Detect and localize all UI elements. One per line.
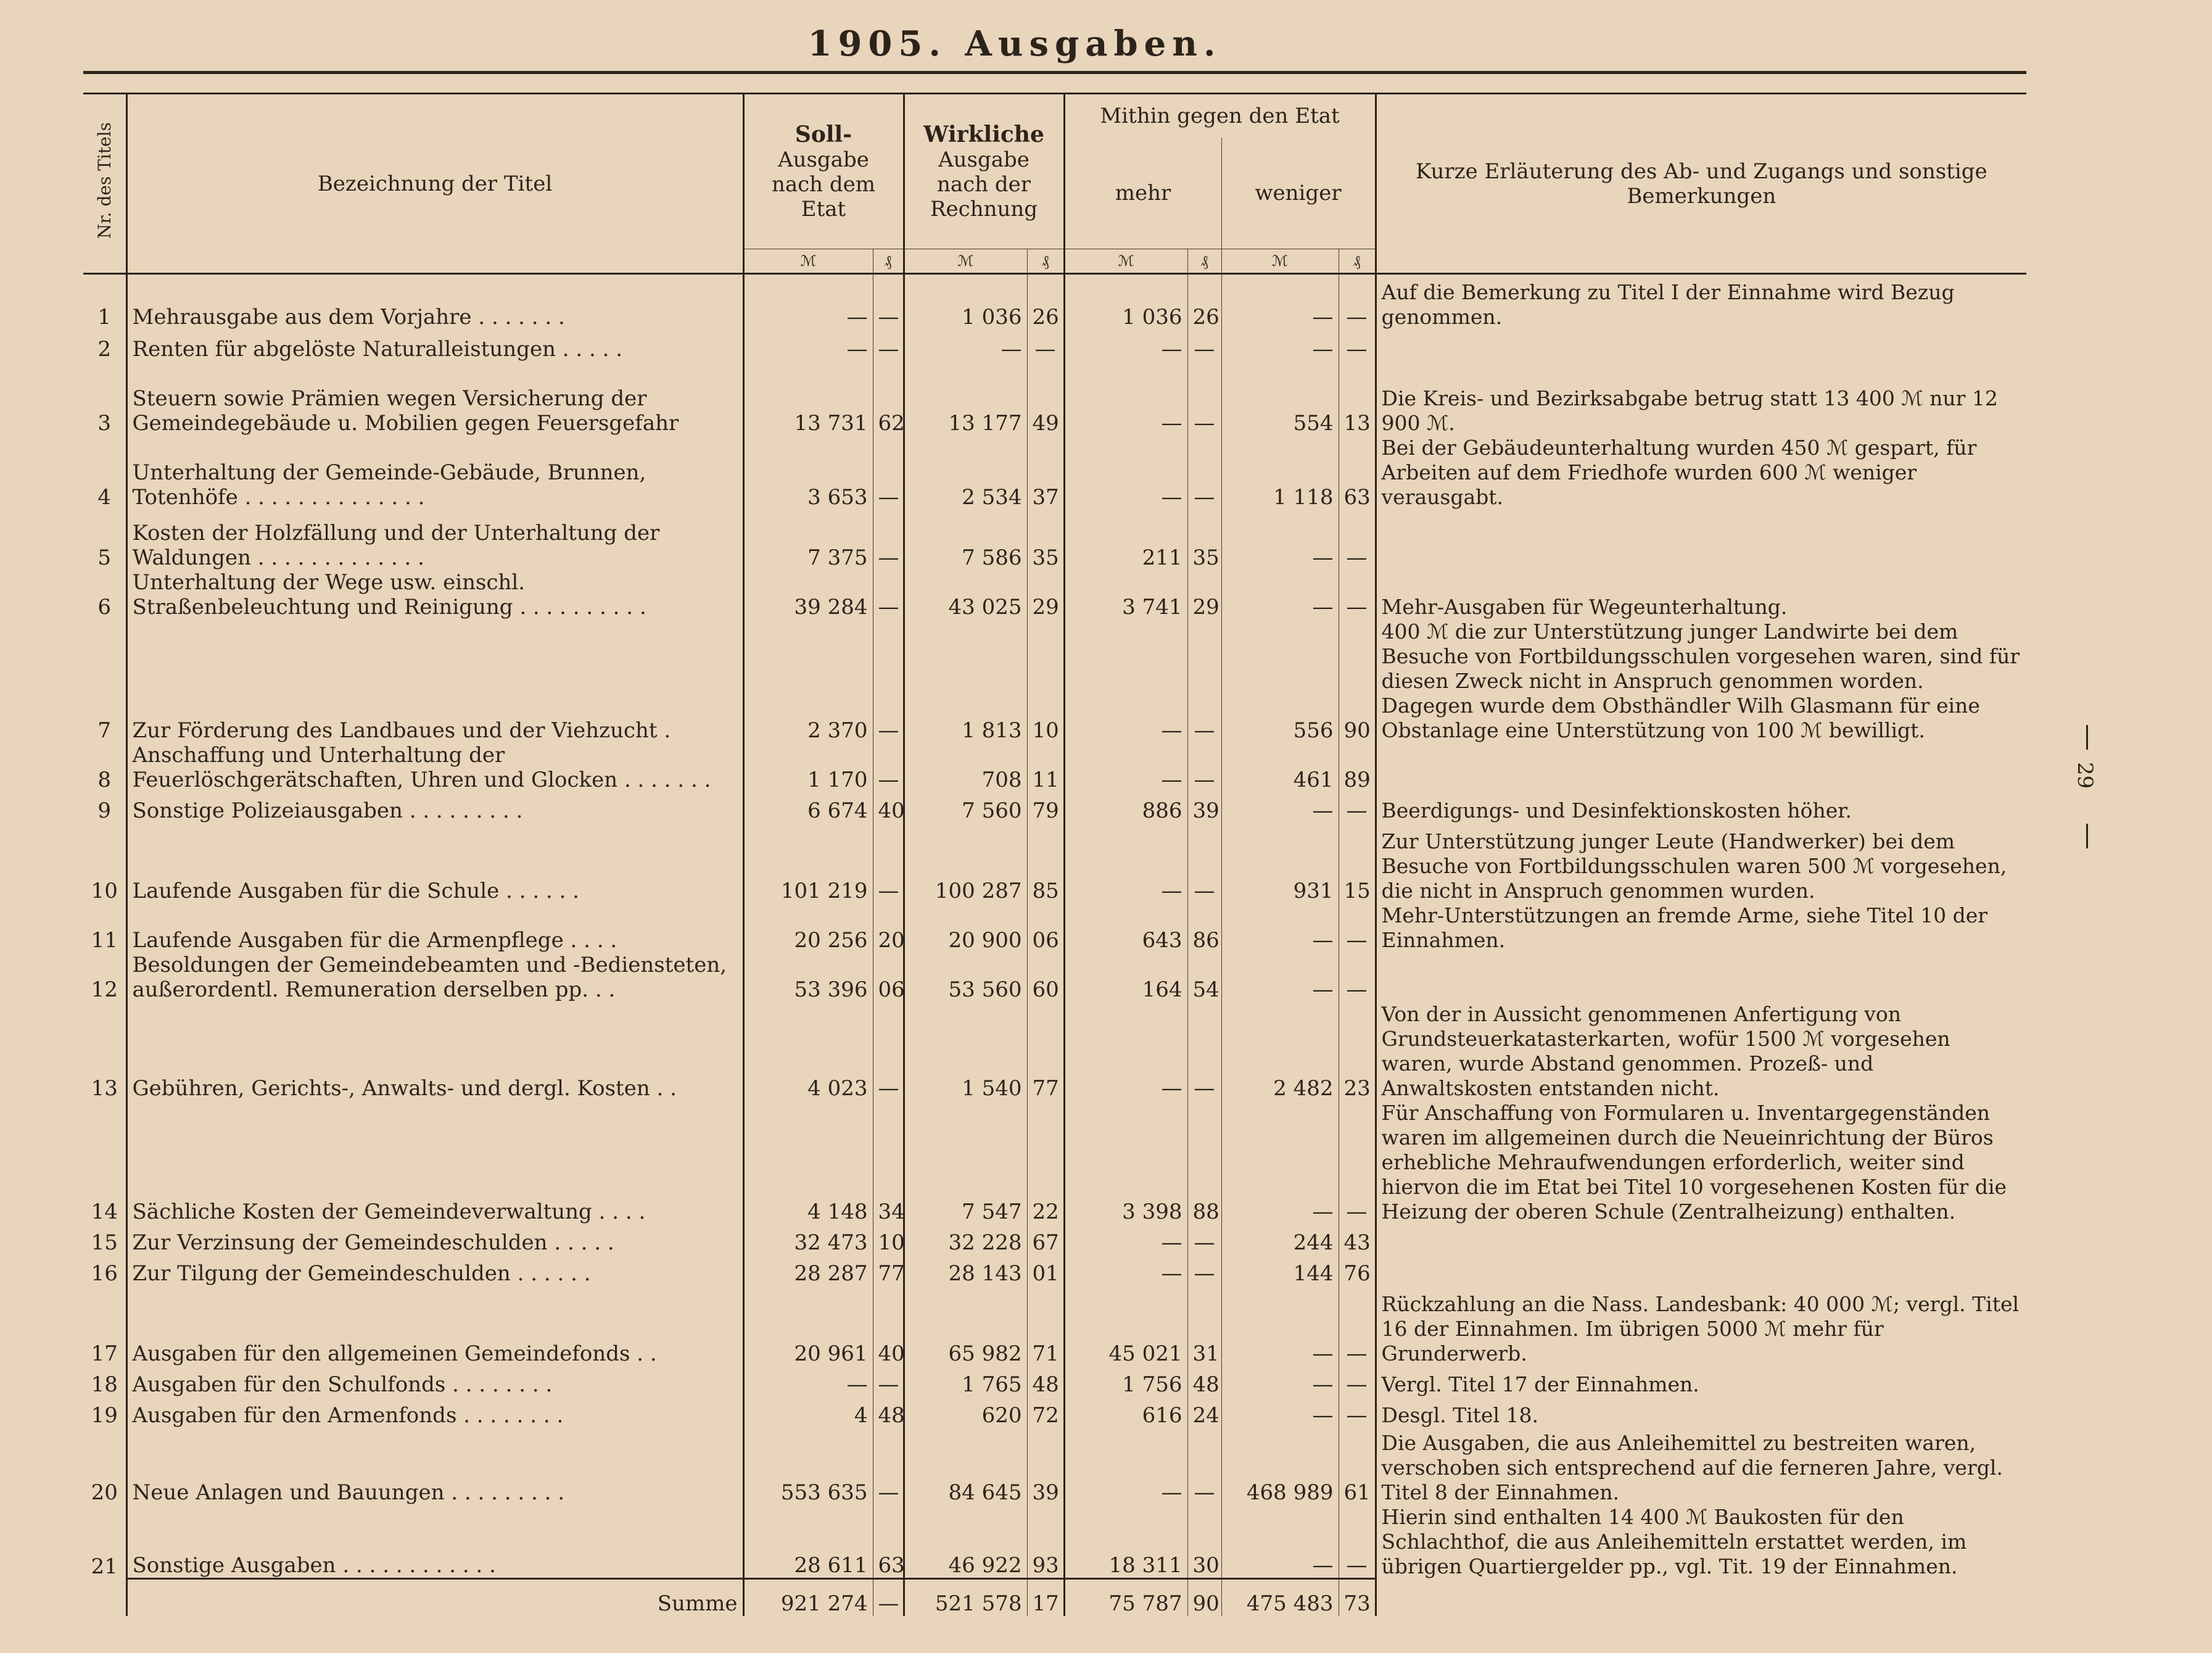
soll-mark: 20 256: [743, 903, 873, 953]
mehr-pf: 29: [1187, 570, 1221, 619]
wirk-mark: 1 813: [904, 619, 1027, 743]
row-title: Neue Anlagen und Bauungen . . . . . . . . .: [126, 1428, 743, 1505]
weniger-pf: 63: [1339, 436, 1376, 510]
wirk-mark: —: [904, 329, 1027, 362]
wirk-pf: 49: [1027, 362, 1064, 436]
row-title: Zur Verzinsung der Gemeindeschulden . . . . .: [126, 1224, 743, 1255]
table-row: [83, 1002, 2026, 1101]
wirk-mark: 100 287: [904, 823, 1027, 903]
soll-mark: 6 674: [743, 792, 873, 823]
table-row: [83, 619, 2026, 743]
mehr-mark: —: [1064, 1428, 1187, 1505]
weniger-mark: 2 482: [1221, 1002, 1339, 1101]
mehr-pf: 54: [1187, 953, 1221, 1002]
title-nr: 11: [91, 927, 118, 953]
weniger-mark: —: [1221, 953, 1339, 1002]
row-title: Anschaffung und Unterhaltung der Feuerlöschgerätschaften, Uhren und Glocken . . . . . . .: [126, 743, 743, 792]
soll-pf: 77: [873, 1255, 904, 1286]
table-row: [83, 436, 2026, 510]
wirk-pf: 22: [1027, 1101, 1064, 1224]
weniger-pf: —: [1339, 953, 1376, 1002]
mehr-pf: 35: [1187, 510, 1221, 570]
row-note: Mehr-Ausgaben für Wegeunterhaltung.: [1376, 570, 2026, 619]
row-title: Steuern sowie Prämien wegen Versicherung der Gemeindegebäude u. Mobilien gegen Feuersgefahr: [126, 362, 743, 436]
weniger-mark: 931: [1221, 823, 1339, 903]
wirk-mark: 43 025: [904, 570, 1027, 619]
mehr-mark: —: [1064, 823, 1187, 903]
title-nr: 6: [97, 594, 112, 619]
soll-pf: 63: [873, 1505, 904, 1579]
margin-tick: [2086, 824, 2088, 848]
weniger-pf: 76: [1339, 1255, 1376, 1286]
mehr-mark: 18 311: [1064, 1505, 1187, 1579]
wirk-pf: 11: [1027, 743, 1064, 792]
row-title: Unterhaltung der Wege usw. einschl. Straßenbeleuchtung und Reinigung . . . . . . . . . .: [126, 570, 743, 619]
weniger-pf: —: [1339, 1397, 1376, 1428]
weniger-mark: —: [1221, 1397, 1339, 1428]
row-note: Beerdigungs- und Desinfektionskosten höher.: [1376, 792, 2026, 823]
row-title: Ausgaben für den Armenfonds . . . . . . . .: [126, 1397, 743, 1428]
mehr-pf: —: [1187, 619, 1221, 743]
weniger-pf: —: [1339, 329, 1376, 362]
weniger-mark: 468 989: [1221, 1428, 1339, 1505]
row-title: Kosten der Holzfällung und der Unterhaltung der Waldungen . . . . . . . . . . . . .: [126, 510, 743, 570]
unit-pf: ₰: [873, 249, 904, 274]
soll-pf: —: [873, 510, 904, 570]
title-nr: 14: [91, 1199, 118, 1224]
wirk-mark: 620: [904, 1397, 1027, 1428]
weniger-mark: —: [1221, 510, 1339, 570]
wirk-pf: 60: [1027, 953, 1064, 1002]
table-row: [83, 1224, 2026, 1255]
weniger-mark: —: [1221, 903, 1339, 953]
mehr-mark: 616: [1064, 1397, 1187, 1428]
soll-pf: —: [873, 619, 904, 743]
row-note: 400 ℳ die zur Unterstützung junger Landwirte bei dem Besuche von Fortbildungsschulen vorgesehen waren, sind für diesen Zweck nicht in Anspruch genommen worden. Dagegen wurde dem Obsthändler Wilh Glasmann für eine Obstanlage eine Unterstützung von 100 ℳ bewilligt.: [1376, 619, 2026, 743]
soll-pf: 40: [873, 1286, 904, 1366]
wirk-pf: 77: [1027, 1002, 1064, 1101]
row-note: [1376, 743, 2026, 792]
table-row: [83, 1255, 2026, 1286]
wirk-pf: —: [1027, 329, 1064, 362]
mehr-pf: 30: [1187, 1505, 1221, 1579]
title-nr: 4: [97, 484, 112, 510]
soll-mark: 28 611: [743, 1505, 873, 1579]
header-wirkliche: Wirkliche Ausgabe nach der Rechnung: [904, 94, 1064, 249]
wirk-pf: 35: [1027, 510, 1064, 570]
wirk-mark: 20 900: [904, 903, 1027, 953]
soll-mark: 3 653: [743, 436, 873, 510]
row-note: [1376, 1224, 2026, 1255]
wirk-mark: 84 645: [904, 1428, 1027, 1505]
row-title: Unterhaltung der Gemeinde-Gebäude, Brunnen, Totenhöfe . . . . . . . . . . . . . .: [126, 436, 743, 510]
row-note: [1376, 1255, 2026, 1286]
weniger-pf: 13: [1339, 362, 1376, 436]
soll-pf: —: [873, 743, 904, 792]
weniger-pf: —: [1339, 903, 1376, 953]
soll-mark: 4 023: [743, 1002, 873, 1101]
weniger-mark: 556: [1221, 619, 1339, 743]
row-note: Zur Unterstützung junger Leute (Handwerker) bei dem Besuche von Fortbildungsschulen waren 500 ℳ vorgesehen, die nicht in Anspruch genommen wurden.: [1376, 823, 2026, 903]
wirk-mark: 53 560: [904, 953, 1027, 1002]
header-mithin: Mithin gegen den Etat: [1064, 94, 1376, 138]
weniger-mark: —: [1221, 274, 1339, 329]
table-row: [83, 570, 2026, 619]
weniger-pf: —: [1339, 1286, 1376, 1366]
mehr-mark: 886: [1064, 792, 1187, 823]
table-row: [83, 743, 2026, 792]
table-row: [83, 1505, 2026, 1579]
wirk-pf: 37: [1027, 436, 1064, 510]
weniger-mark: —: [1221, 792, 1339, 823]
header-erlaeuterung: Kurze Erläuterung des Ab- und Zugangs und sonstige Bemerkungen: [1376, 94, 2026, 274]
mehr-mark: —: [1064, 436, 1187, 510]
sum-note-spacer: [1376, 1579, 2026, 1616]
title-nr: 12: [91, 977, 118, 1002]
mehr-mark: 1 036: [1064, 274, 1187, 329]
weniger-pf: —: [1339, 1505, 1376, 1579]
mehr-pf: —: [1187, 1002, 1221, 1101]
soll-mark: 4 148: [743, 1101, 873, 1224]
title-nr: 15: [91, 1230, 118, 1255]
weniger-mark: —: [1221, 1505, 1339, 1579]
mehr-pf: —: [1187, 436, 1221, 510]
sum-soll-pf: —: [873, 1579, 904, 1616]
weniger-mark: 554: [1221, 362, 1339, 436]
weniger-mark: —: [1221, 1286, 1339, 1366]
row-title: Laufende Ausgaben für die Armenpflege . . . .: [126, 903, 743, 953]
mehr-mark: 211: [1064, 510, 1187, 570]
sum-wirk-mark: 521 578: [904, 1579, 1027, 1616]
wirk-mark: 28 143: [904, 1255, 1027, 1286]
title-nr: 5: [97, 545, 112, 570]
row-title: Sonstige Ausgaben . . . . . . . . . . . .: [126, 1505, 743, 1579]
soll-pf: —: [873, 329, 904, 362]
unit-pf: ₰: [1187, 249, 1221, 274]
sum-row: [83, 1579, 2026, 1616]
sum-weniger-pf: 73: [1339, 1579, 1376, 1616]
soll-mark: —: [743, 274, 873, 329]
mehr-pf: 24: [1187, 1397, 1221, 1428]
wirk-mark: 32 228: [904, 1224, 1027, 1255]
row-note: [1376, 510, 2026, 570]
unit-mark: ℳ: [1064, 249, 1187, 274]
weniger-mark: 244: [1221, 1224, 1339, 1255]
title-nr: 1: [97, 304, 112, 329]
wirk-mark: 65 982: [904, 1286, 1027, 1366]
mehr-mark: —: [1064, 1255, 1187, 1286]
row-note: Rückzahlung an die Nass. Landesbank: 40 000 ℳ; vergl. Titel 16 der Einnahmen. Im übrigen 5000 ℳ mehr für Grunderwerb.: [1376, 1286, 2026, 1366]
soll-pf: 48: [873, 1397, 904, 1428]
weniger-pf: 43: [1339, 1224, 1376, 1255]
row-title: Laufende Ausgaben für die Schule . . . . . .: [126, 823, 743, 903]
weniger-pf: —: [1339, 510, 1376, 570]
table-row: [83, 362, 2026, 436]
mehr-mark: 164: [1064, 953, 1187, 1002]
table-body: [83, 274, 2026, 1616]
wirk-mark: 7 547: [904, 1101, 1027, 1224]
weniger-pf: 23: [1339, 1002, 1376, 1101]
weniger-mark: —: [1221, 570, 1339, 619]
row-title: Gebühren, Gerichts-, Anwalts- und dergl. Kosten . .: [126, 1002, 743, 1101]
title-nr: 3: [97, 410, 112, 436]
wirk-mark: 7 586: [904, 510, 1027, 570]
soll-mark: —: [743, 1366, 873, 1397]
weniger-mark: 1 118: [1221, 436, 1339, 510]
soll-pf: —: [873, 436, 904, 510]
wirk-mark: 13 177: [904, 362, 1027, 436]
wirk-pf: 10: [1027, 619, 1064, 743]
mehr-pf: —: [1187, 1428, 1221, 1505]
mehr-mark: —: [1064, 1002, 1187, 1101]
soll-pf: —: [873, 1366, 904, 1397]
soll-mark: 28 287: [743, 1255, 873, 1286]
wirk-pf: 06: [1027, 903, 1064, 953]
wirk-mark: 1 540: [904, 1002, 1027, 1101]
weniger-pf: 15: [1339, 823, 1376, 903]
title-nr: 19: [91, 1402, 118, 1428]
soll-mark: 553 635: [743, 1428, 873, 1505]
row-note: Vergl. Titel 17 der Einnahmen.: [1376, 1366, 2026, 1397]
page-number: 29: [2073, 762, 2097, 789]
mehr-mark: 643: [1064, 903, 1187, 953]
mehr-mark: —: [1064, 329, 1187, 362]
title-nr: 18: [91, 1372, 118, 1397]
weniger-mark: —: [1221, 329, 1339, 362]
mehr-mark: 3 398: [1064, 1101, 1187, 1224]
soll-pf: 40: [873, 792, 904, 823]
row-title: Mehrausgabe aus dem Vorjahre . . . . . . .: [126, 274, 743, 329]
header-weniger: weniger: [1221, 138, 1376, 249]
wirk-mark: 1 765: [904, 1366, 1027, 1397]
row-note: [1376, 953, 2026, 1002]
sum-label: Summe: [126, 1579, 743, 1616]
weniger-pf: 89: [1339, 743, 1376, 792]
row-title: Sächliche Kosten der Gemeindeverwaltung . . . .: [126, 1101, 743, 1224]
mehr-pf: 48: [1187, 1366, 1221, 1397]
weniger-pf: —: [1339, 1101, 1376, 1224]
mehr-mark: —: [1064, 1224, 1187, 1255]
table-row: [83, 903, 2026, 953]
title-nr: 7: [97, 718, 112, 743]
mehr-pf: —: [1187, 743, 1221, 792]
table-row: [83, 823, 2026, 903]
soll-mark: 4: [743, 1397, 873, 1428]
sum-soll-mark: 921 274: [743, 1579, 873, 1616]
soll-mark: 20 961: [743, 1286, 873, 1366]
soll-pf: —: [873, 823, 904, 903]
wirk-pf: 26: [1027, 274, 1064, 329]
mehr-mark: 1 756: [1064, 1366, 1187, 1397]
soll-mark: 39 284: [743, 570, 873, 619]
weniger-pf: 61: [1339, 1428, 1376, 1505]
soll-mark: 2 370: [743, 619, 873, 743]
mehr-mark: —: [1064, 743, 1187, 792]
wirk-pf: 79: [1027, 792, 1064, 823]
sum-wirk-pf: 17: [1027, 1579, 1064, 1616]
table-row: [83, 1428, 2026, 1505]
weniger-pf: —: [1339, 1366, 1376, 1397]
wirk-pf: 93: [1027, 1505, 1064, 1579]
soll-pf: 06: [873, 953, 904, 1002]
wirk-pf: 85: [1027, 823, 1064, 903]
title-nr: 16: [91, 1261, 118, 1286]
soll-pf: 10: [873, 1224, 904, 1255]
unit-pf: ₰: [1027, 249, 1064, 274]
table-row: [83, 1101, 2026, 1224]
header-nr: Nr. des Titels: [94, 122, 115, 239]
wirk-pf: 67: [1027, 1224, 1064, 1255]
soll-mark: 7 375: [743, 510, 873, 570]
weniger-mark: 461: [1221, 743, 1339, 792]
weniger-pf: 90: [1339, 619, 1376, 743]
soll-pf: —: [873, 274, 904, 329]
title-nr: 8: [97, 767, 112, 792]
row-note: Die Kreis- und Bezirksabgabe betrug statt 13 400 ℳ nur 12 900 ℳ.: [1376, 362, 2026, 436]
header-soll: Soll- Ausgabe nach dem Etat: [743, 94, 904, 249]
wirk-pf: 72: [1027, 1397, 1064, 1428]
row-title: Zur Förderung des Landbaues und der Viehzucht .: [126, 619, 743, 743]
title-nr: 10: [91, 878, 118, 903]
soll-pf: 62: [873, 362, 904, 436]
soll-mark: 53 396: [743, 953, 873, 1002]
mehr-pf: 86: [1187, 903, 1221, 953]
title-nr: 17: [91, 1341, 118, 1366]
wirk-pf: 71: [1027, 1286, 1064, 1366]
title-nr: 13: [91, 1075, 118, 1101]
soll-pf: 20: [873, 903, 904, 953]
top-rule: [83, 71, 2026, 74]
sum-weniger-mark: 475 483: [1221, 1579, 1339, 1616]
row-note: [1376, 329, 2026, 362]
mehr-pf: —: [1187, 362, 1221, 436]
wirk-pf: 29: [1027, 570, 1064, 619]
wirk-pf: 39: [1027, 1428, 1064, 1505]
weniger-mark: —: [1221, 1366, 1339, 1397]
header-mehr: mehr: [1064, 138, 1221, 249]
sum-mehr-pf: 90: [1187, 1579, 1221, 1616]
table-row: [83, 953, 2026, 1002]
sum-mehr-mark: 75 787: [1064, 1579, 1187, 1616]
header-bezeichnung: Bezeichnung der Titel: [126, 94, 743, 274]
mehr-pf: 39: [1187, 792, 1221, 823]
mehr-pf: 88: [1187, 1101, 1221, 1224]
table-row: [83, 792, 2026, 823]
row-note: Bei der Gebäudeunterhaltung wurden 450 ℳ gespart, für Arbeiten auf dem Friedhofe wurden 600 ℳ weniger verausgabt.: [1376, 436, 2026, 510]
table-row: [83, 1286, 2026, 1366]
soll-pf: —: [873, 570, 904, 619]
mehr-pf: —: [1187, 823, 1221, 903]
mehr-pf: 31: [1187, 1286, 1221, 1366]
wirk-mark: 1 036: [904, 274, 1027, 329]
row-title: Ausgaben für den Schulfonds . . . . . . . .: [126, 1366, 743, 1397]
wirk-mark: 7 560: [904, 792, 1027, 823]
weniger-pf: —: [1339, 570, 1376, 619]
row-title: Besoldungen der Gemeindebeamten und -Bediensteten, außerordentl. Remuneration derselben pp. . .: [126, 953, 743, 1002]
weniger-pf: —: [1339, 274, 1376, 329]
table-row: [83, 329, 2026, 362]
unit-mark: ℳ: [1221, 249, 1339, 274]
mehr-mark: 3 741: [1064, 570, 1187, 619]
row-title: Zur Tilgung der Gemeindeschulden . . . . . .: [126, 1255, 743, 1286]
page-number-margin: [2073, 725, 2103, 848]
unit-mark: ℳ: [904, 249, 1027, 274]
expenditure-table: [83, 93, 2026, 1616]
weniger-mark: —: [1221, 1101, 1339, 1224]
wirk-pf: 48: [1027, 1366, 1064, 1397]
table-row: [83, 510, 2026, 570]
title-nr: 2: [97, 336, 112, 362]
row-note: Auf die Bemerkung zu Titel I der Einnahme wird Bezug genommen.: [1376, 274, 2026, 329]
table-row: [83, 1366, 2026, 1397]
mehr-pf: 26: [1187, 274, 1221, 329]
soll-pf: 34: [873, 1101, 904, 1224]
mehr-mark: —: [1064, 619, 1187, 743]
sum-spacer: [83, 1579, 126, 1616]
soll-mark: 101 219: [743, 823, 873, 903]
wirk-pf: 01: [1027, 1255, 1064, 1286]
wirk-mark: 2 534: [904, 436, 1027, 510]
soll-mark: —: [743, 329, 873, 362]
mehr-pf: —: [1187, 329, 1221, 362]
wirk-mark: 708: [904, 743, 1027, 792]
soll-pf: —: [873, 1002, 904, 1101]
title-nr: 9: [97, 798, 112, 823]
soll-mark: 32 473: [743, 1224, 873, 1255]
mehr-pf: —: [1187, 1224, 1221, 1255]
row-note: Desgl. Titel 18.: [1376, 1397, 2026, 1428]
row-title: Ausgaben für den allgemeinen Gemeindefonds . .: [126, 1286, 743, 1366]
margin-tick: [2086, 725, 2088, 750]
table-row: [83, 274, 2026, 329]
mehr-mark: 45 021: [1064, 1286, 1187, 1366]
row-title: Sonstige Polizeiausgaben . . . . . . . . .: [126, 792, 743, 823]
title-nr: 20: [91, 1480, 118, 1505]
soll-mark: 13 731: [743, 362, 873, 436]
row-note: Für Anschaffung von Formularen u. Inventargegenständen waren im allgemeinen durch die Neueinrichtung der Büros erhebliche Mehraufwendungen erforderlich, weiter sind hiervon die im Etat bei Titel 10 vorgesehenen Kosten für die Heizung der oberen Schule (Zentralheizung) enthalten.: [1376, 1101, 2026, 1224]
row-note: Von der in Aussicht genommenen Anfertigung von Grundsteuerkatasterkarten, wofür 1500 ℳ vorgesehen waren, wurde Abstand genommen. Prozeß- und Anwaltskosten entstanden nicht.: [1376, 1002, 2026, 1101]
weniger-pf: —: [1339, 792, 1376, 823]
title-nr: 21: [91, 1554, 118, 1579]
unit-pf: ₰: [1339, 249, 1376, 274]
soll-pf: —: [873, 1428, 904, 1505]
mehr-pf: —: [1187, 1255, 1221, 1286]
table-row: [83, 1397, 2026, 1428]
wirk-mark: 46 922: [904, 1505, 1027, 1579]
row-note: Die Ausgaben, die aus Anleihemittel zu bestreiten waren, verschoben sich entsprechend auf die ferneren Jahre, vergl. Titel 8 der Einnahmen.: [1376, 1428, 2026, 1505]
row-title: Renten für abgelöste Naturalleistungen . . . . .: [126, 329, 743, 362]
mehr-mark: —: [1064, 362, 1187, 436]
unit-mark: ℳ: [743, 249, 873, 274]
row-note: Hierin sind enthalten 14 400 ℳ Baukosten für den Schlachthof, die aus Anleihemitteln erstattet werden, im übrigen Quartiergelder pp., vgl. Tit. 19 der Einnahmen.: [1376, 1505, 2026, 1579]
weniger-mark: 144: [1221, 1255, 1339, 1286]
page-title: 1905. Ausgaben.: [807, 23, 1222, 64]
row-note: Mehr-Unterstützungen an fremde Arme, siehe Titel 10 der Einnahmen.: [1376, 903, 2026, 953]
soll-mark: 1 170: [743, 743, 873, 792]
